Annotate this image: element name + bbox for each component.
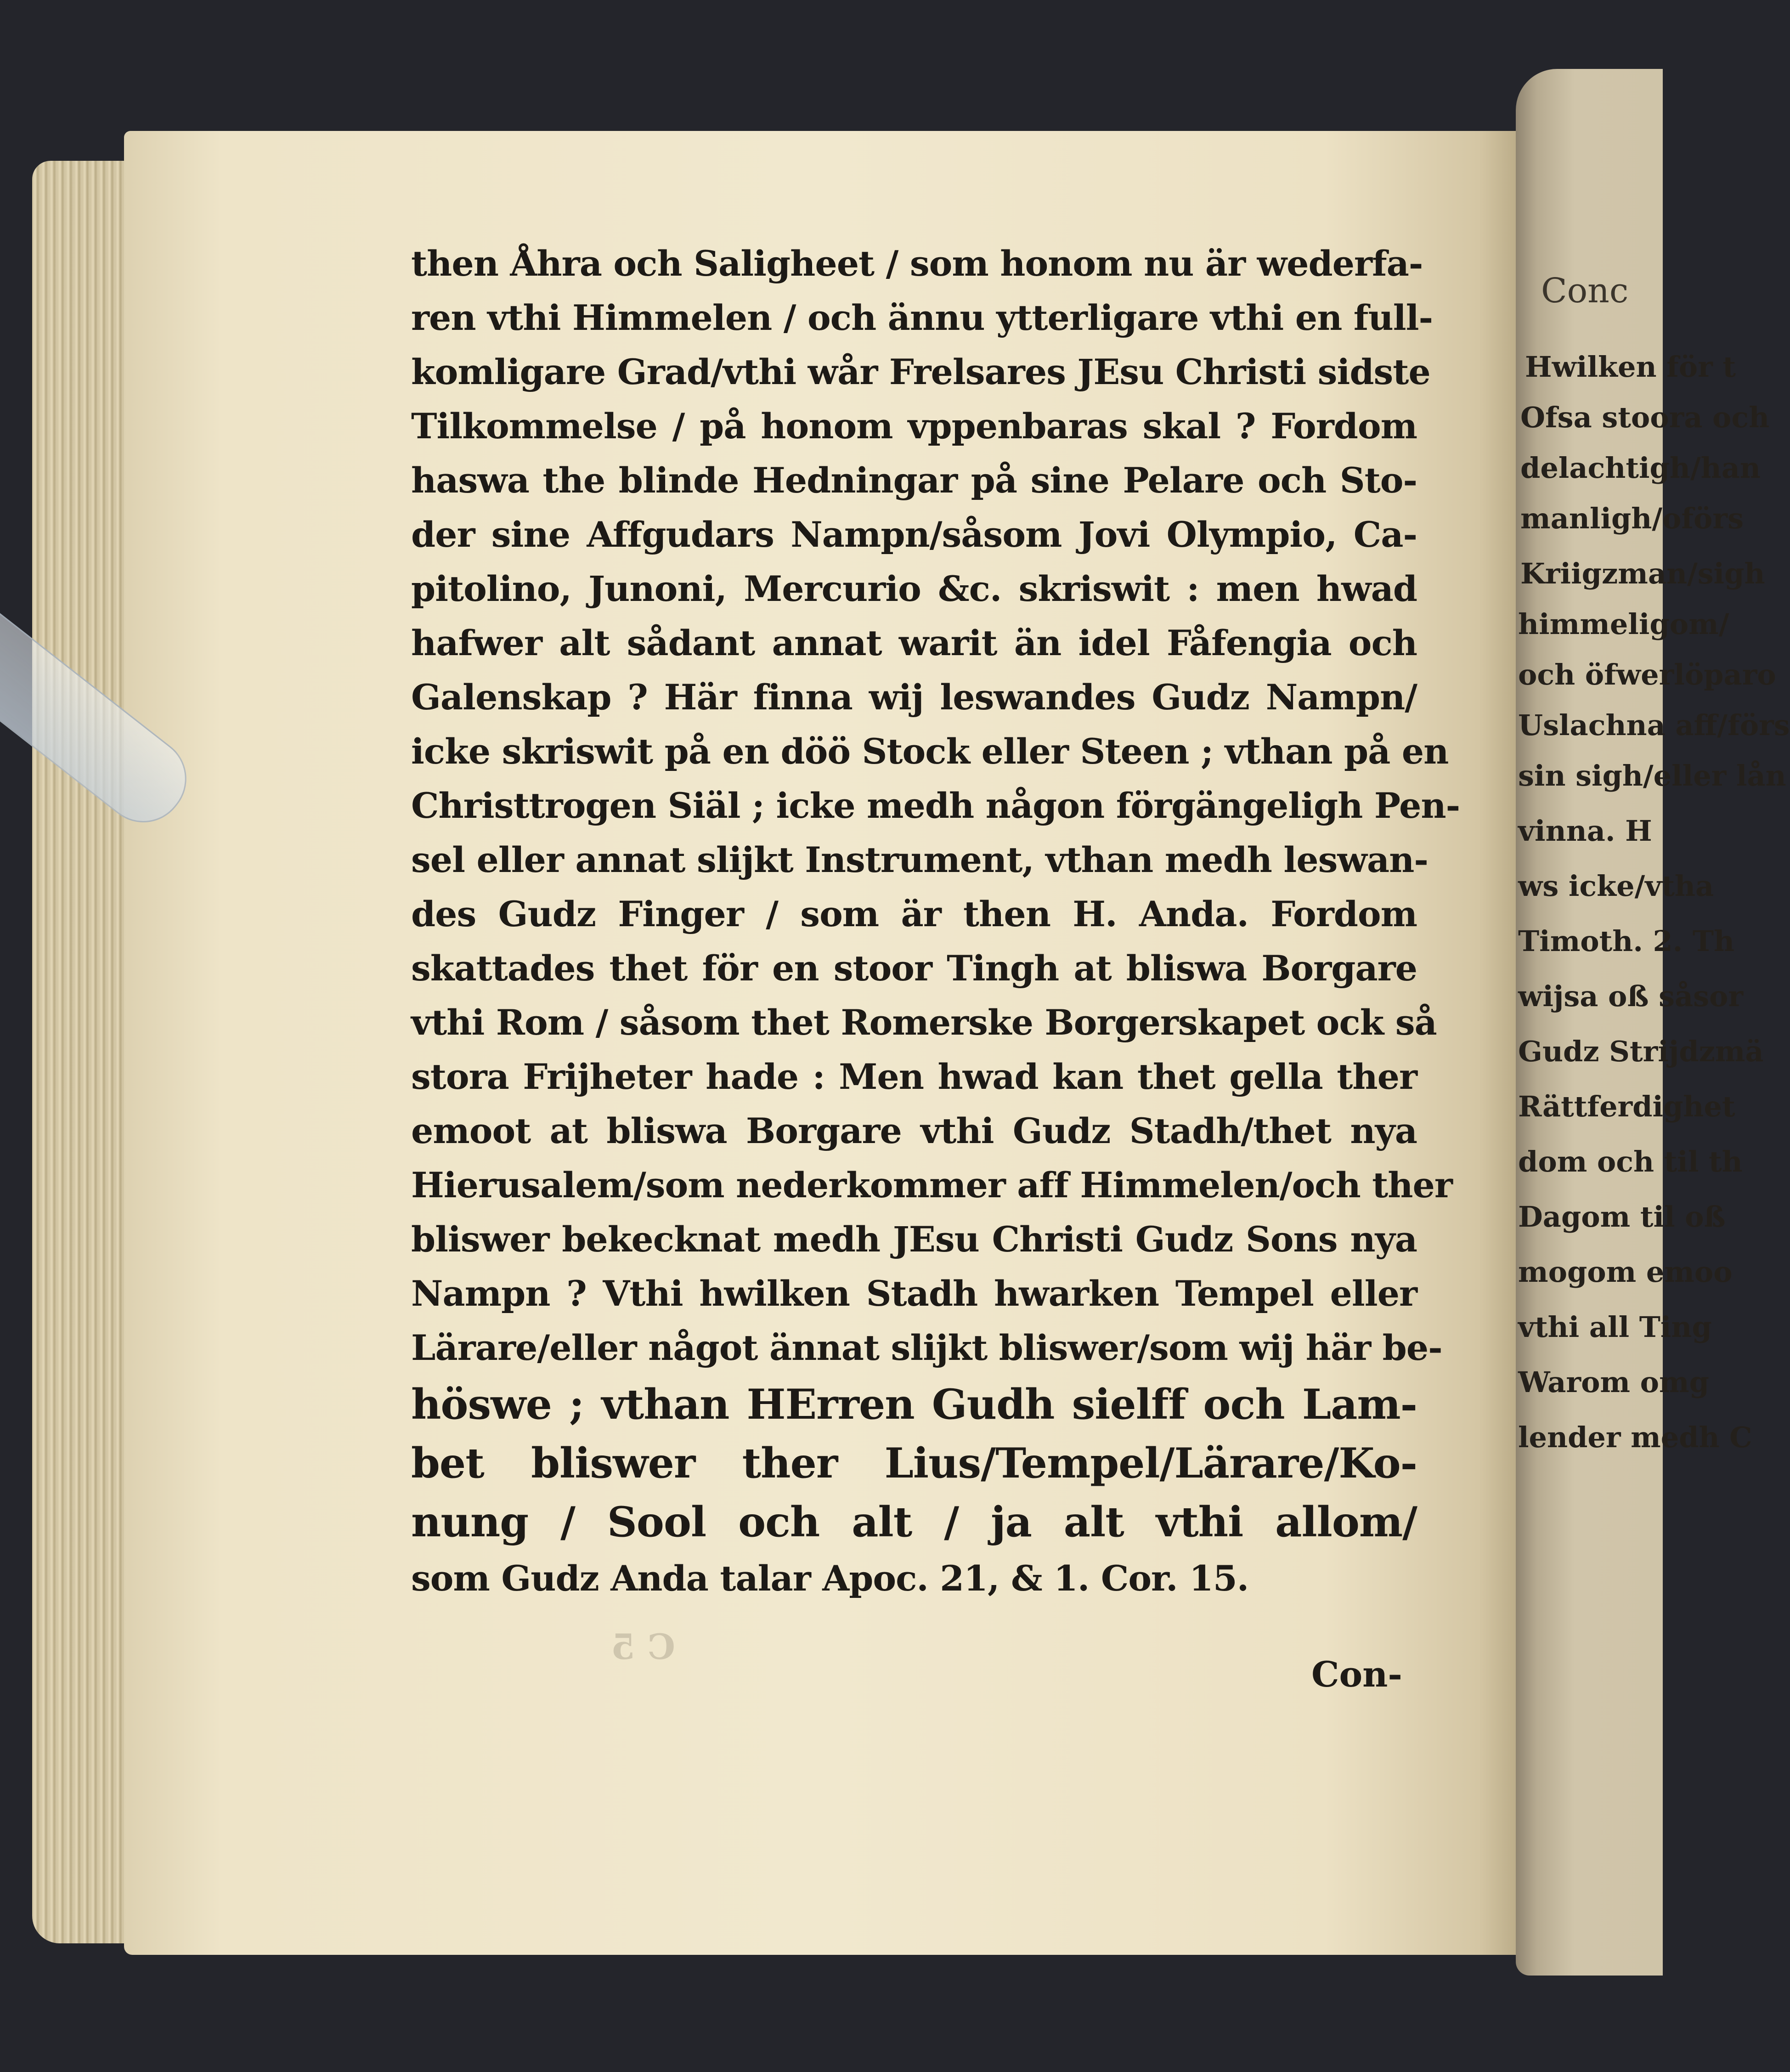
text-line: Hierusalem/som nederkommer aff Himmelen/och ther bbox=[411, 1165, 1452, 1206]
text-line: haswa the blinde Hedningar på sine Pelare och Sto- bbox=[411, 460, 1417, 501]
text-line: ren vthi Himmelen / och ännu ytterligare vthi en full- bbox=[411, 297, 1433, 338]
text-line: then Åhra och Saligheet / som honom nu är wederfa- bbox=[411, 243, 1423, 284]
text-line: Tilkommelse / på honom vppenbaras skal ? Fordom bbox=[411, 406, 1417, 447]
main-text-block bbox=[411, 237, 1460, 1606]
facing-text-line: manligh/oförs bbox=[1520, 502, 1744, 535]
text-line: pitolino, Junoni, Mercurio &c. skriswit : men hwad bbox=[411, 568, 1417, 609]
facing-text-line: Warom omg bbox=[1518, 1365, 1709, 1399]
text-line: der sine Affgudars Nampn/såsom Jovi Olympio, Ca- bbox=[411, 514, 1417, 555]
facing-text-line: vinna. H bbox=[1518, 814, 1652, 848]
text-line: bliswer bekecknat medh JEsu Christi Gudz Sons nya bbox=[411, 1219, 1417, 1260]
facing-text-line: Hwilken för t bbox=[1525, 350, 1736, 384]
text-line: Nampn ? Vthi hwilken Stadh hwarken Tempel eller bbox=[411, 1273, 1417, 1314]
book-block-edge bbox=[32, 161, 138, 1943]
text-line: hafwer alt sådant annat warit än idel Fåfengia och bbox=[411, 623, 1417, 663]
text-line: emoot at bliswa Borgare vthi Gudz Stadh/thet nya bbox=[411, 1110, 1417, 1151]
text-line: icke skriswit på en döö Stock eller Steen ; vthan på en bbox=[411, 731, 1449, 772]
facing-text-line: Rättferdighet bbox=[1518, 1090, 1735, 1123]
facing-text-line: Timoth. 2. Th bbox=[1518, 924, 1735, 958]
show-through-text: C 5 bbox=[611, 1626, 675, 1667]
facing-text-line: lender medh C bbox=[1518, 1421, 1752, 1454]
text-line: Galenskap ? Här finna wij leswandes Gudz Nampn/ bbox=[411, 677, 1417, 718]
facing-text-line: himmeligom/ bbox=[1518, 607, 1729, 641]
facing-text-line: sin sigh/eller lån bbox=[1518, 759, 1786, 793]
facing-text-line: delachtigh/han bbox=[1520, 451, 1761, 485]
facing-text-line: Dagom til oß bbox=[1518, 1200, 1726, 1234]
facing-page-header: Conc bbox=[1541, 271, 1629, 311]
text-line: bet bliswer ther Lius/Tempel/Lärare/Ko- bbox=[411, 1439, 1417, 1488]
text-line: Christtrogen Siäl ; icke medh någon förgängeligh Pen- bbox=[411, 785, 1460, 826]
text-line: nung / Sool och alt / ja alt vthi allom/ bbox=[411, 1498, 1417, 1546]
text-line: stora Frijheter hade : Men hwad kan thet gella ther bbox=[411, 1056, 1417, 1097]
text-line: des Gudz Finger / som är then H. Anda. Fordom bbox=[411, 894, 1417, 934]
text-line: komligare Grad/vthi wår Frelsares JEsu Christi sidste bbox=[411, 351, 1430, 392]
text-line: vthi Rom / såsom thet Romerske Borgerskapet ock så bbox=[411, 1002, 1437, 1043]
facing-text-line: Kriigzman/sigh bbox=[1520, 557, 1765, 590]
text-line: Lärare/eller något ännat slijkt bliswer/som wij här be- bbox=[411, 1327, 1442, 1368]
facing-page bbox=[1516, 69, 1790, 1976]
facing-text-line: ws icke/vtha bbox=[1518, 869, 1714, 903]
text-line: höswe ; vthan HErren Gudh sielff och Lam- bbox=[411, 1380, 1417, 1429]
catchword: Con- bbox=[1311, 1654, 1402, 1695]
facing-text-line: dom och til th bbox=[1518, 1145, 1743, 1178]
text-line: skattades thet för en stoor Tingh at bliswa Borgare bbox=[411, 948, 1417, 989]
facing-text-line: och öfwerlöparo bbox=[1518, 658, 1776, 691]
facing-text-line: Ofsa stoora och bbox=[1520, 401, 1770, 434]
text-line: som Gudz Anda talar Apoc. 21, & 1. Cor. 15. bbox=[411, 1558, 1249, 1599]
facing-text-line: Gudz Strijdzmä bbox=[1518, 1035, 1764, 1068]
facing-text-line: vthi all Ting bbox=[1518, 1310, 1712, 1344]
facing-text-line: mogom emoo bbox=[1518, 1255, 1733, 1289]
facing-text-line: Uslachna aff/förs bbox=[1518, 708, 1790, 742]
facing-text-line: wijsa oß såsor bbox=[1518, 979, 1744, 1013]
text-line: sel eller annat slijkt Instrument, vthan medh leswan- bbox=[411, 839, 1428, 880]
